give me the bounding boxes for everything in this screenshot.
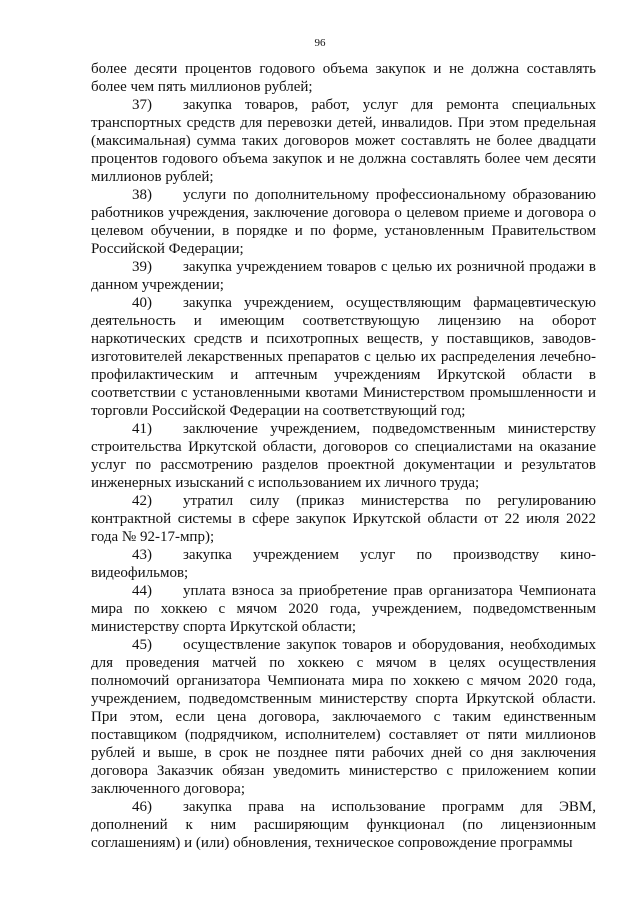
item-number: 42) (132, 493, 152, 509)
line-text: профилактическим и аптечным учреждениям Иркутской области в (91, 367, 596, 383)
line-text: (максимальная) сумма таких договоров может составлять не более двадцати (91, 133, 596, 149)
text-line (91, 438, 596, 456)
list-item (91, 294, 596, 420)
text-line (91, 330, 596, 348)
text-line (91, 528, 596, 546)
list-item (91, 186, 596, 258)
line-text: уплата взноса за приобретение прав организатора Чемпионата (183, 583, 596, 599)
text-line (91, 672, 596, 690)
line-text: мира по хоккею с мячом 2020 года, учреждением, подведомственным (91, 601, 596, 617)
line-text: более чем пять миллионов рублей; (91, 79, 313, 95)
item-number: 43) (132, 547, 152, 563)
item-number: 45) (132, 637, 152, 653)
line-text: строительства Иркутской области, договоров со специалистами на оказание (91, 439, 596, 455)
text-line (91, 654, 596, 672)
text-line (91, 510, 596, 528)
text-line (91, 618, 596, 636)
text-line (91, 384, 596, 402)
line-text: полномочий организатора Чемпионата мира по хоккею с мячом 2020 года, (91, 673, 596, 689)
line-text: закупка учреждением товаров с целью их розничной продажи в (183, 259, 596, 275)
line-text: услуг по рассмотрению разделов проектной документации и результатов (91, 457, 596, 473)
text-line (91, 132, 596, 150)
text-line (91, 582, 596, 600)
line-text: закупка учреждением, осуществляющим фармацевтическую (183, 295, 596, 311)
text-line (91, 744, 596, 762)
text-line (91, 762, 596, 780)
text-line (91, 366, 596, 384)
text-line (91, 78, 596, 96)
line-text: для проведения матчей по хоккею с мячом в целях осуществления (91, 655, 596, 671)
line-text: дополнений к ним расширяющим функционал (по лицензионным (91, 817, 596, 833)
text-line (91, 222, 596, 240)
text-line (91, 492, 596, 510)
line-text: целевом обучении, в порядке и по форме, установленным Правительством (91, 223, 596, 239)
line-text: закупка права на использование программ для ЭВМ, (183, 799, 596, 815)
document-body (91, 60, 596, 852)
line-text: Российской Федерации; (91, 241, 244, 257)
text-line (91, 546, 596, 564)
text-line (91, 834, 596, 852)
line-text: данном учреждении; (91, 277, 224, 293)
line-text: соглашениям) и (или) обновления, техническое сопровождение программы (91, 835, 573, 851)
text-line (91, 636, 596, 654)
text-line (91, 150, 596, 168)
text-line (91, 114, 596, 132)
text-line (91, 96, 596, 114)
text-line (91, 420, 596, 438)
item-number: 40) (132, 295, 152, 311)
line-text: наркотических средств и психотропных веществ, у поставщиков, заводов- (91, 331, 596, 347)
item-number: 39) (132, 259, 152, 275)
line-text: более десяти процентов годового объема закупок и не должна составлять (91, 61, 596, 77)
line-text: министерству спорта Иркутской области; (91, 619, 357, 635)
line-text: рублей и выше, в срок не позднее пяти рабочих дней со дня заключения (91, 745, 596, 761)
text-line (91, 168, 596, 186)
list-item (91, 420, 596, 492)
line-text: закупка товаров, работ, услуг для ремонта специальных (183, 97, 596, 113)
item-number: 46) (132, 799, 152, 815)
text-line (91, 186, 596, 204)
text-line (91, 402, 596, 420)
line-text: процентов годового объема закупок и не должна составлять более чем десяти (91, 151, 596, 167)
list-item (91, 798, 596, 852)
line-text: При этом, если цена договора, заключаемого с таким единственным (91, 709, 596, 725)
text-line (91, 276, 596, 294)
line-text: контрактной системы в сфере закупок Иркутской области от 22 июля 2022 (91, 511, 596, 527)
text-line (91, 456, 596, 474)
item-number: 38) (132, 187, 152, 203)
text-line (91, 708, 596, 726)
list-item (91, 96, 596, 186)
line-text: миллионов рублей; (91, 169, 214, 185)
line-text: работников учреждения, заключение договора о целевом приеме и договора о (91, 205, 596, 221)
item-number: 37) (132, 97, 152, 113)
list-item (91, 60, 596, 96)
line-text: года № 92-17-мпр); (91, 529, 215, 545)
text-line (91, 690, 596, 708)
text-line (91, 294, 596, 312)
line-text: заключение учреждением, подведомственным министерству (183, 421, 596, 437)
line-text: заключенного договора; (91, 781, 245, 797)
text-line (91, 600, 596, 618)
text-line (91, 312, 596, 330)
text-line (91, 816, 596, 834)
line-text: утратил силу (приказ министерства по регулированию (183, 493, 596, 509)
text-line (91, 348, 596, 366)
text-line (91, 258, 596, 276)
line-text: торговли Российской Федерации на соответствующий год; (91, 403, 466, 419)
line-text: соответствии с установленными квотами Министерством промышленности и (91, 385, 596, 401)
list-item (91, 636, 596, 798)
line-text: договора Заказчик обязан уведомить министерство с приложением копии (91, 763, 596, 779)
text-line (91, 798, 596, 816)
item-number: 41) (132, 421, 152, 437)
line-text: деятельность и имеющим соответствующую лицензию на оборот (91, 313, 596, 329)
line-text: видеофильмов; (91, 565, 189, 581)
page-number: 96 (314, 37, 326, 49)
line-text: инженерных изысканий с использованием их личного труда; (91, 475, 480, 491)
text-line (91, 60, 596, 78)
list-item (91, 492, 596, 546)
item-number: 44) (132, 583, 152, 599)
line-text: закупка учреждением услуг по производству кино- (183, 547, 596, 563)
line-text: изготовителей лекарственных препаратов с целью их распределения лечебно- (91, 349, 596, 365)
line-text: осуществление закупок товаров и оборудования, необходимых (183, 637, 596, 653)
text-line (91, 726, 596, 744)
line-text: услуги по дополнительному профессиональному образованию (183, 187, 596, 203)
text-line (91, 780, 596, 798)
line-text: транспортных средств для перевозки детей, инвалидов. При этом предельная (91, 115, 596, 131)
text-line (91, 204, 596, 222)
line-text: учреждением, подведомственным министерству спорта Иркутской области. (91, 691, 596, 707)
list-item (91, 546, 596, 582)
line-text: поставщиком (подрядчиком, исполнителем) составляет от пяти миллионов (91, 727, 596, 743)
list-item (91, 582, 596, 636)
text-line (91, 240, 596, 258)
list-item (91, 258, 596, 294)
text-line (91, 474, 596, 492)
text-line (91, 564, 596, 582)
